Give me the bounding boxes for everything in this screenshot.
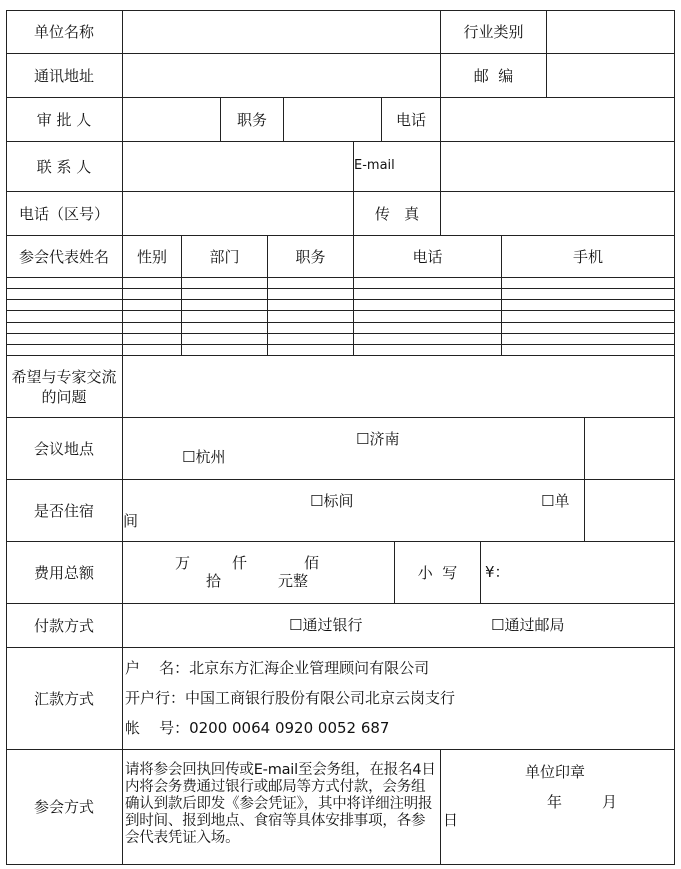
fee-wan: 万 (175, 554, 191, 572)
approver-field[interactable] (123, 98, 221, 142)
email-label-cell (354, 142, 441, 192)
fee-lowercase-field[interactable] (481, 542, 675, 604)
lodging-standard-checkbox[interactable]: ☐标间 (310, 492, 354, 510)
contact-label: 联 系 人 (6, 142, 123, 192)
attend-instructions: 请将参会回执回传或E-mail至会务组，在报名4日内将会务费通过银行或邮局等方式付款，会务组确认到款后即发《参会凭证》，其中将详细注明报到时间、报到地点、食宿等具体安排事项，各参会代表凭证入场。 (125, 762, 436, 846)
org-name-label: 单位名称 (6, 10, 123, 54)
delegate-name-header: 参会代表姓名 (6, 236, 123, 278)
fax-field[interactable] (441, 192, 675, 236)
attend-instructions-cell (123, 750, 441, 865)
payment-post-checkbox[interactable]: ☐通过邮局 (491, 616, 565, 634)
fax-label: 传 真 (354, 192, 441, 236)
approver-phone-label: 电话 (382, 98, 441, 142)
delegate-phone-header: 电话 (354, 236, 502, 278)
delegate-position-cell[interactable] (268, 278, 354, 289)
address-field[interactable] (123, 54, 441, 98)
fee-label: 费用总额 (6, 542, 123, 604)
delegate-name-cell[interactable] (6, 311, 123, 323)
delegate-position-cell[interactable] (268, 345, 354, 356)
delegate-mobile-cell[interactable] (502, 300, 675, 311)
venue-jinan-checkbox[interactable]: ☐济南 (356, 430, 400, 448)
fee-bai: 佰 (304, 554, 320, 572)
lodging-options (123, 480, 585, 542)
venue-label: 会议地点 (6, 418, 123, 480)
fee-yuan: 元整 (278, 572, 309, 590)
delegate-dept-header: 部门 (182, 236, 268, 278)
remit-details (123, 648, 675, 750)
delegate-gender-cell[interactable] (123, 323, 182, 334)
industry-label: 行业类别 (441, 10, 547, 54)
delegate-name-cell[interactable] (6, 289, 123, 300)
delegate-mobile-cell[interactable] (502, 311, 675, 323)
lodging-extra-field[interactable] (585, 480, 675, 542)
delegate-position-cell[interactable] (268, 323, 354, 334)
postcode-field[interactable] (547, 54, 675, 98)
postcode-label: 邮 编 (441, 54, 547, 98)
delegate-gender-cell[interactable] (123, 278, 182, 289)
delegate-mobile-cell[interactable] (502, 289, 675, 300)
delegate-name-cell[interactable] (6, 334, 123, 345)
email-label: E-mail (354, 158, 395, 173)
payment-bank-checkbox[interactable]: ☐通过银行 (289, 616, 363, 634)
seal-label: 单位印章 (525, 763, 586, 781)
delegate-name-cell[interactable] (6, 300, 123, 311)
lodging-single-continued: 间 (123, 512, 139, 530)
approver-phone-field[interactable] (441, 98, 675, 142)
area-phone-label: 电话（区号） (6, 192, 123, 236)
delegate-phone-cell[interactable] (354, 311, 502, 323)
delegate-name-cell[interactable] (6, 345, 123, 356)
delegate-mobile-cell[interactable] (502, 334, 675, 345)
delegate-name-cell[interactable] (6, 323, 123, 334)
delegate-gender-cell[interactable] (123, 311, 182, 323)
delegate-mobile-cell[interactable] (502, 345, 675, 356)
delegate-position-cell[interactable] (268, 289, 354, 300)
remit-bank: 开户行：中国工商银行股份有限公司北京云岗支行 (125, 689, 456, 707)
delegate-gender-header: 性别 (123, 236, 182, 278)
industry-field[interactable] (547, 10, 675, 54)
delegate-name-cell[interactable] (6, 278, 123, 289)
org-name-field[interactable] (123, 10, 441, 54)
email-field[interactable] (441, 142, 675, 192)
payment-options (123, 604, 675, 648)
seal-day: 日 (443, 811, 459, 829)
fee-qian: 仟 (232, 554, 248, 572)
delegate-dept-cell[interactable] (182, 278, 268, 289)
registration-form (6, 10, 675, 865)
delegate-phone-cell[interactable] (354, 278, 502, 289)
delegate-position-header: 职务 (268, 236, 354, 278)
approver-position-label: 职务 (221, 98, 284, 142)
fee-uppercase-field[interactable] (123, 542, 395, 604)
venue-options (123, 418, 585, 480)
venue-extra-field[interactable] (585, 418, 675, 480)
delegate-phone-cell[interactable] (354, 323, 502, 334)
remit-label: 汇款方式 (6, 648, 123, 750)
delegate-position-cell[interactable] (268, 334, 354, 345)
delegate-mobile-header: 手机 (502, 236, 675, 278)
questions-label: 希望与专家交流的问题 (6, 356, 123, 418)
address-label: 通讯地址 (6, 54, 123, 98)
fee-lowercase-label: 小 写 (395, 542, 481, 604)
payment-label: 付款方式 (6, 604, 123, 648)
delegate-mobile-cell[interactable] (502, 323, 675, 334)
area-phone-field[interactable] (123, 192, 354, 236)
approver-label: 审 批 人 (6, 98, 123, 142)
questions-field[interactable] (123, 356, 675, 418)
delegate-position-cell[interactable] (268, 300, 354, 311)
delegate-mobile-cell[interactable] (502, 278, 675, 289)
delegate-phone-cell[interactable] (354, 300, 502, 311)
approver-position-field[interactable] (284, 98, 382, 142)
delegate-gender-cell[interactable] (123, 345, 182, 356)
seal-cell (441, 750, 675, 865)
delegate-gender-cell[interactable] (123, 334, 182, 345)
delegate-dept-cell[interactable] (182, 345, 268, 356)
seal-year: 年 (547, 793, 563, 811)
delegate-position-cell[interactable] (268, 311, 354, 323)
attend-label: 参会方式 (6, 750, 123, 865)
fee-shi: 拾 (206, 572, 222, 590)
contact-field[interactable] (123, 142, 354, 192)
delegate-dept-cell[interactable] (182, 334, 268, 345)
seal-month: 月 (602, 793, 618, 811)
yen-sign: ¥： (485, 563, 510, 581)
lodging-label: 是否住宿 (6, 480, 123, 542)
delegate-gender-cell[interactable] (123, 300, 182, 311)
lodging-single-checkbox[interactable]: ☐单 (541, 492, 570, 510)
delegate-dept-cell[interactable] (182, 311, 268, 323)
delegate-dept-cell[interactable] (182, 289, 268, 300)
remit-account-number: 帐 号：0200 0064 0920 0052 687 (125, 719, 390, 737)
delegate-phone-cell[interactable] (354, 345, 502, 356)
remit-account-name: 户 名：北京东方汇海企业管理顾问有限公司 (125, 659, 430, 677)
venue-hangzhou-checkbox[interactable]: ☐杭州 (182, 448, 226, 466)
delegate-dept-cell[interactable] (182, 323, 268, 334)
delegate-dept-cell[interactable] (182, 300, 268, 311)
delegate-phone-cell[interactable] (354, 334, 502, 345)
delegate-gender-cell[interactable] (123, 289, 182, 300)
delegate-phone-cell[interactable] (354, 289, 502, 300)
